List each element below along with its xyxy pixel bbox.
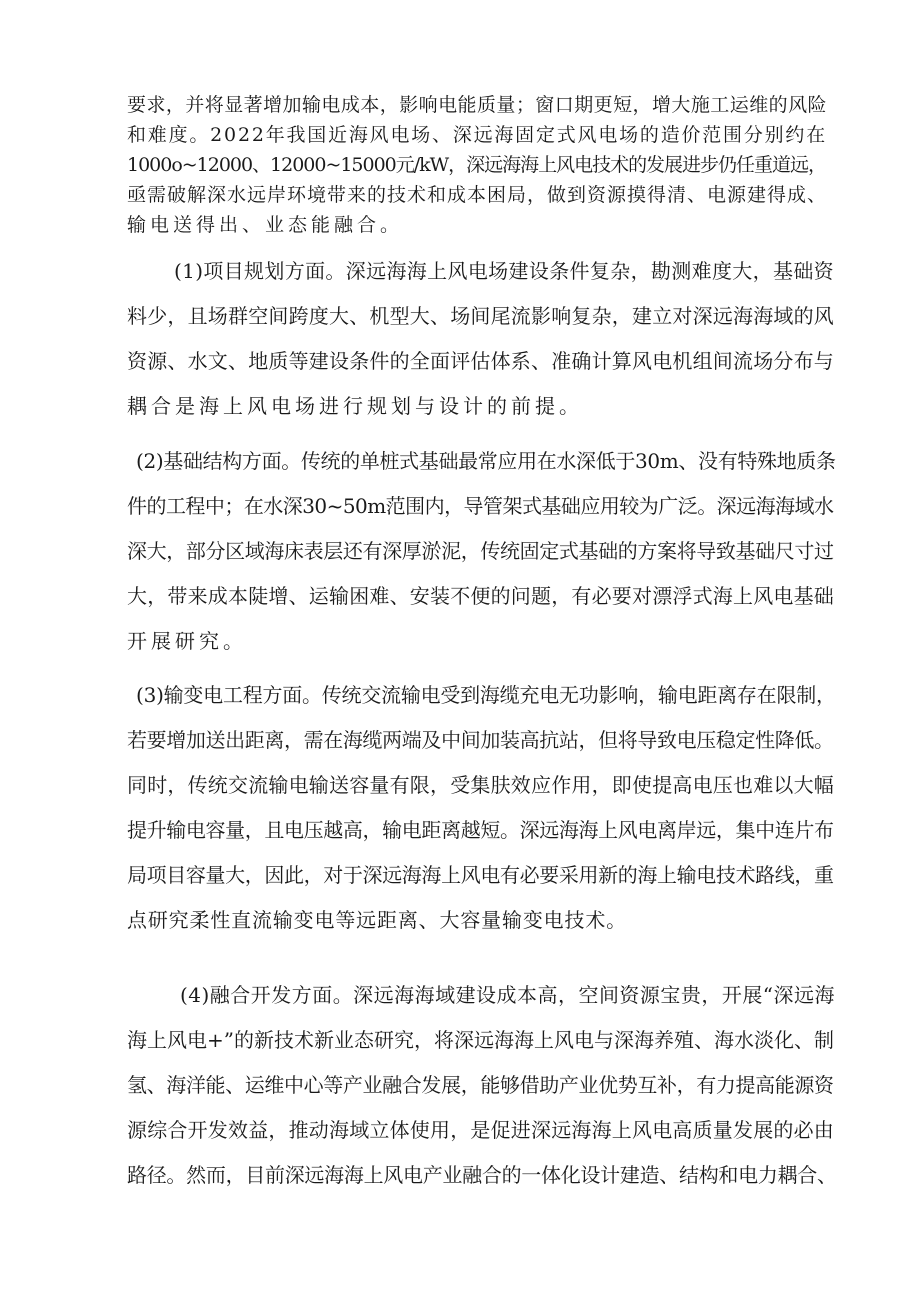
text-line: 亟需破解深水远岸环境带来的技术和成本困局，做到资源摸得清、电源建得成、 <box>127 184 827 206</box>
text-line: 资源、水文、地质等建设条件的全面评估体系、准确计算风电机组间流场分布与 <box>127 349 835 373</box>
text-line: 输电送得出、业态能融合。 <box>127 214 404 236</box>
text-line: (3)输变电工程方面。传统交流输电受到海缆充电无功影响，输电距离存在限制， <box>136 683 836 707</box>
text-line: 料少，且场群空间跨度大、机型大、场间尾流影响复杂，建立对深远海海域的风 <box>127 304 835 328</box>
text-line: (1)项目规划方面。深远海海上风电场建设条件复杂，勘测难度大，基础资 <box>174 259 835 283</box>
text-line: 开展研究。 <box>127 629 247 653</box>
text-line: 海上风电+”的新技术新业态研究，将深远海海上风电与深海养殖、海水淡化、制 <box>127 1028 834 1052</box>
text-line: 点研究柔性直流输变电等远距离、大容量输变电技术。 <box>127 908 627 932</box>
text-line: 要求，并将显著增加输电成本，影响电能质量；窗口期更短，增大施工运维的风险 <box>127 94 827 116</box>
text-line: 路径。然而，目前深远海海上风电产业融合的一体化设计建造、结构和电力耦合、 <box>127 1163 837 1187</box>
text-line: 同时，传统交流输电输送容量有限，受集肤效应作用，即使提高电压也难以大幅 <box>127 773 835 797</box>
text-line: 源综合开发效益，推动海域立体使用，是促进深远海海上风电高质量发展的必由 <box>127 1118 835 1142</box>
text-line: (2)基础结构方面。传统的单桩式基础最常应用在水深低于30m、没有特殊地质条 <box>136 449 836 473</box>
text-line: 1000o~12000、12000~15000元/kW，深远海海上风电技术的发展进步仍任重道远， <box>127 154 826 176</box>
text-line: 局项目容量大，因此，对于深远海海上风电有必要采用新的海上输电技术路线，重 <box>127 863 834 887</box>
text-line: 提升输电容量，且电压越高，输电距离越短。深远海海上风电离岸远，集中连片布 <box>127 818 834 842</box>
text-line: 深大，部分区域海床表层还有深厚淤泥，传统固定式基础的方案将导致基础尺寸过 <box>127 539 834 563</box>
text-line: 和难度。2022年我国近海风电场、深远海固定式风电场的造价范围分别约在 <box>127 124 828 146</box>
text-line: (4)融合开发方面。深远海海域建设成本高，空间资源宝贵，开展“深远海 <box>180 983 835 1007</box>
text-line: 大，带来成本陡增、运输困难、安装不便的问题，有必要对漂浮式海上风电基础 <box>127 584 835 608</box>
text-line: 耦合是海上风电场进行规划与设计的前提。 <box>127 394 583 418</box>
text-line: 若要增加送出距离，需在海缆两端及中间加装高抗站，但将导致电压稳定性降低。 <box>127 728 834 752</box>
text-line: 氢、海洋能、运维中心等产业融合发展，能够借助产业优势互补，有力提高能源资 <box>127 1073 834 1097</box>
text-line: 件的工程中；在水深30~50m范围内，导管架式基础应用较为广泛。深远海海域水 <box>127 494 834 518</box>
